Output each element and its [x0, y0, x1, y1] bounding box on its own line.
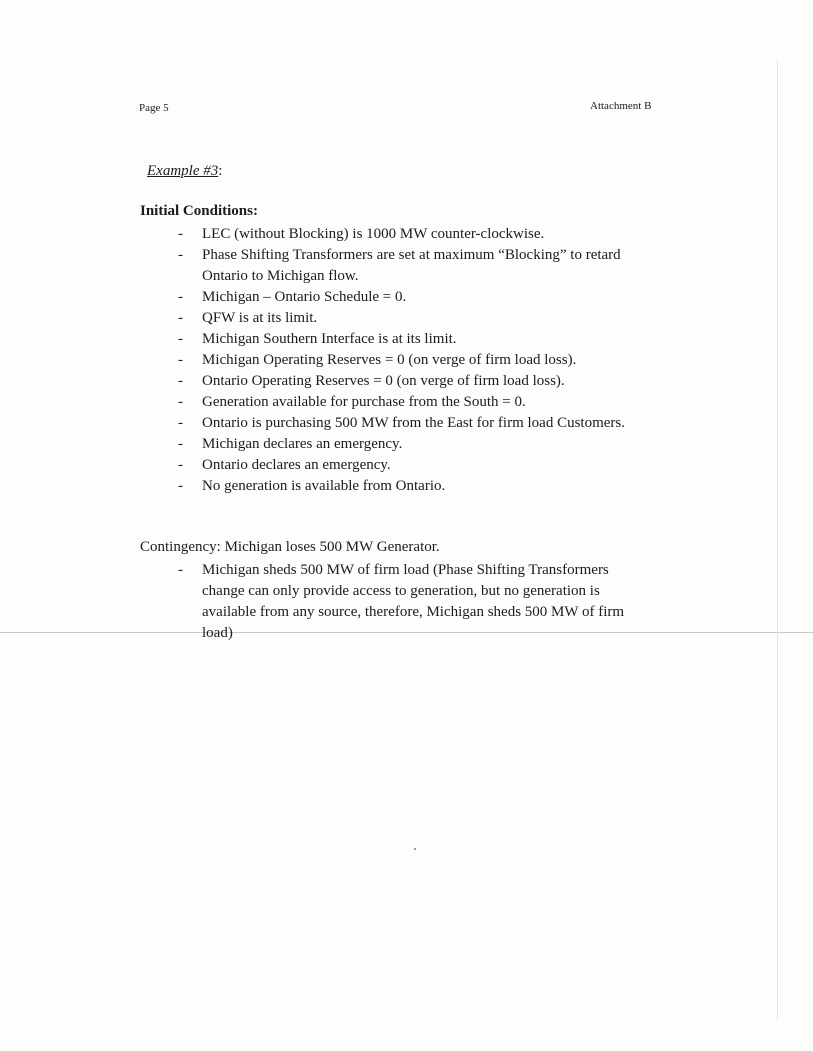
list-item-text: LEC (without Blocking) is 1000 MW counter-clockwise. — [202, 226, 545, 242]
list-item-text: Michigan Operating Reserves = 0 (on verge of firm load loss). — [202, 352, 577, 368]
example-title-text: Example #3 — [147, 163, 219, 179]
list-item-text: Ontario is purchasing 500 MW from the East for firm load Customers. — [202, 415, 625, 431]
list-item — [178, 350, 638, 371]
bullet-dash: - — [178, 394, 183, 410]
list-item — [178, 476, 638, 497]
contingency-list — [178, 560, 648, 644]
bullet-dash: - — [178, 478, 183, 494]
page-number: Page 5 — [139, 102, 169, 114]
bullet-dash: - — [178, 331, 183, 347]
list-item-text: Michigan Southern Interface is at its limit. — [202, 331, 457, 347]
list-item — [178, 434, 638, 455]
list-item — [178, 245, 638, 287]
list-item-text: Michigan declares an emergency. — [202, 436, 403, 452]
initial-conditions-list — [178, 224, 638, 497]
list-item-text: Ontario declares an emergency. — [202, 457, 391, 473]
list-item-text: Michigan sheds 500 MW of firm load (Phase Shifting Transformers change can only provide access to generation, but no generation is available from any source, therefore, Michigan sheds 500 MW of firm load) — [202, 562, 625, 641]
list-item-text: Generation available for purchase from the South = 0. — [202, 394, 526, 410]
contingency-text: Contingency: Michigan loses 500 MW Generator. — [140, 539, 440, 555]
list-item — [178, 308, 638, 329]
bullet-dash: - — [178, 415, 183, 431]
list-item — [178, 371, 638, 392]
list-item-text: Michigan – Ontario Schedule = 0. — [202, 289, 407, 305]
bullet-dash: - — [178, 289, 183, 305]
list-item — [178, 224, 638, 245]
list-item-text: QFW is at its limit. — [202, 310, 318, 326]
scan-speck — [414, 848, 416, 850]
list-item-text: Phase Shifting Transformers are set at maximum “Blocking” to retard Ontario to Michigan flow. — [202, 247, 621, 284]
bullet-dash: - — [178, 562, 183, 578]
bullet-dash: - — [178, 373, 183, 389]
list-item — [178, 455, 638, 476]
initial-conditions-heading: Initial Conditions: — [140, 203, 258, 219]
attachment-label: Attachment B — [590, 100, 652, 112]
list-item — [178, 413, 638, 434]
bullet-dash: - — [178, 457, 183, 473]
list-item-text: Ontario Operating Reserves = 0 (on verge of firm load loss). — [202, 373, 565, 389]
list-item — [178, 287, 638, 308]
bullet-dash: - — [178, 247, 183, 263]
scan-edge-line — [777, 60, 778, 1020]
bullet-dash: - — [178, 436, 183, 452]
bullet-dash: - — [178, 226, 183, 242]
list-item-text: No generation is available from Ontario. — [202, 478, 446, 494]
list-item — [178, 329, 638, 350]
bullet-dash: - — [178, 310, 183, 326]
bullet-dash: - — [178, 352, 183, 368]
list-item — [178, 560, 648, 644]
example-title — [147, 163, 222, 180]
example-title-colon: : — [218, 163, 223, 179]
list-item — [178, 392, 638, 413]
